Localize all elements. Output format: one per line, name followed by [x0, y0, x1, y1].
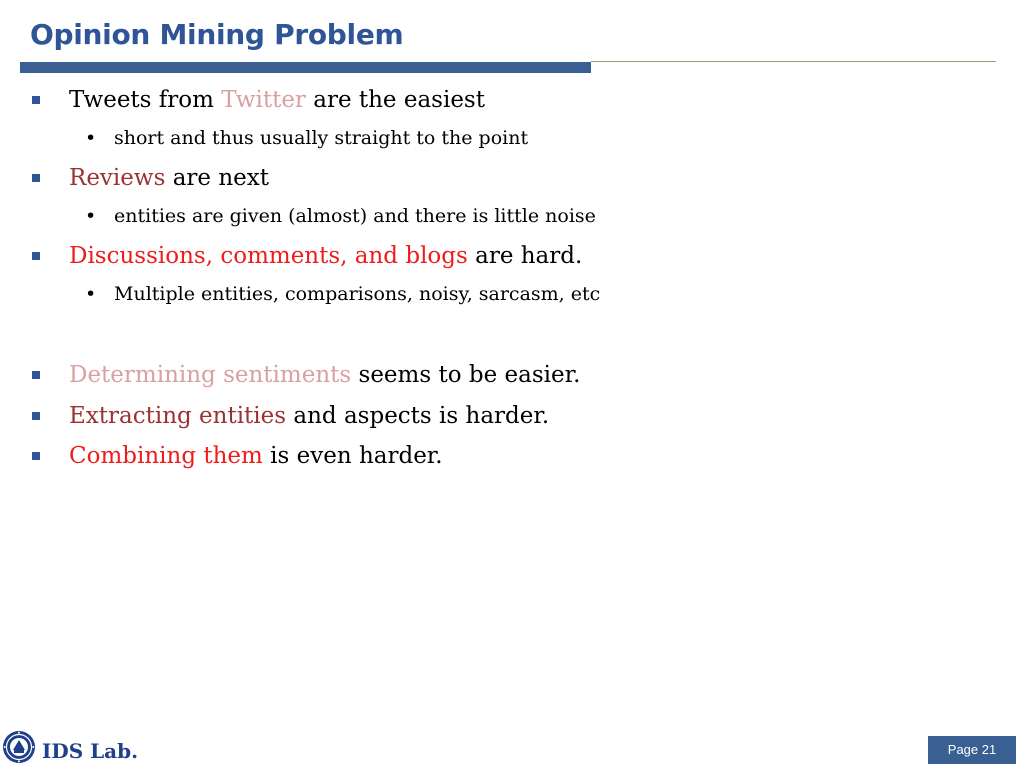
sub-bullet-discussions: [85, 283, 601, 305]
square-bullet-icon: [32, 371, 40, 379]
slide-title: Opinion Mining Problem: [30, 18, 404, 51]
sub-bullet-text: entities are given (almost) and there is little noise: [114, 205, 596, 227]
bullet-text: are the easiest: [305, 87, 485, 113]
square-bullet-icon: [32, 412, 40, 420]
square-bullet-icon: [32, 252, 40, 260]
title-underline-rule: [591, 61, 996, 62]
bullet-text: seems to be easier.: [351, 362, 581, 388]
bullet-highlight: Determining sentiments: [69, 362, 352, 388]
square-bullet-icon: [32, 174, 40, 182]
bullet-discussions: [69, 243, 582, 269]
sub-bullet-text: short and thus usually straight to the point: [114, 127, 529, 149]
bullet-text: is even harder.: [262, 443, 443, 469]
bullet-entities: [69, 403, 549, 429]
bullet-text: and aspects is harder.: [286, 403, 550, 429]
round-bullet-icon: •: [85, 283, 97, 305]
title-underline-bar: [20, 62, 591, 73]
round-bullet-icon: •: [85, 127, 97, 149]
university-seal-icon: [2, 730, 36, 764]
bullet-sentiments: [69, 362, 580, 388]
sub-bullet-tweets: [85, 127, 529, 149]
bullet-highlight: Combining them: [69, 443, 263, 469]
bullet-highlight: Discussions, comments, and blogs: [69, 243, 468, 269]
sub-bullet-reviews: [85, 205, 596, 227]
lab-name: IDS Lab.: [42, 739, 139, 763]
square-bullet-icon: [32, 96, 40, 104]
bullet-highlight: Extracting entities: [69, 403, 287, 429]
bullet-highlight: Reviews: [69, 165, 166, 191]
round-bullet-icon: •: [85, 205, 97, 227]
bullet-text: are hard.: [467, 243, 583, 269]
page-number-badge: Page 21: [928, 736, 1016, 764]
bullet-text: are next: [165, 165, 269, 191]
bullet-tweets: [69, 87, 485, 113]
square-bullet-icon: [32, 452, 40, 460]
bullet-combining: [69, 443, 443, 469]
bullet-highlight: Twitter: [221, 87, 306, 113]
sub-bullet-text: Multiple entities, comparisons, noisy, sarcasm, etc: [114, 283, 601, 305]
bullet-text: Tweets from: [69, 87, 222, 113]
bullet-reviews: [69, 165, 269, 191]
